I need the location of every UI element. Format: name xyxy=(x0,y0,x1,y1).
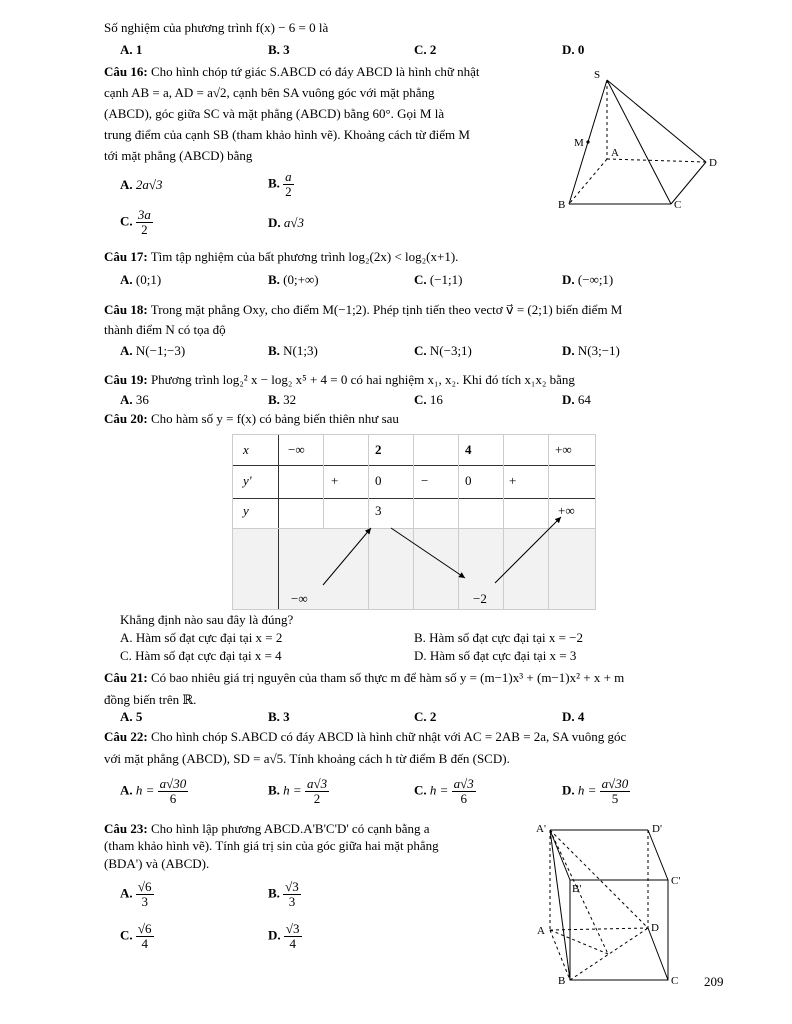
q22-option-d: D. h = $\frac{a√30}{5}$ xyxy=(562,776,629,806)
q23-label-a: A xyxy=(537,925,545,937)
q21-option-d: D. 4 xyxy=(562,709,585,724)
q23-line-1: Câu 23: Cho hình lập phương ABCD.A'B'C'D' có cạnh bằng a xyxy=(104,821,430,836)
q22-option-c: C. h = $\frac{a√3}{6}$ xyxy=(414,776,474,806)
var-table-y-m2: −2 xyxy=(473,591,487,606)
q16-option-b: B. $\frac{a}{2}$ xyxy=(268,169,292,199)
q23-label-c: C xyxy=(671,975,679,987)
var-table-yp-label: y' xyxy=(243,473,252,488)
q23-label-c-prime: C' xyxy=(671,875,681,887)
q19-option-d: D. 64 xyxy=(562,392,591,407)
q20-option-c: C. Hàm số đạt cực đại tại x = 4 xyxy=(120,648,282,663)
q16-label-a: A xyxy=(611,147,619,159)
q20-option-d: D. Hàm số đạt cực đại tại x = 3 xyxy=(414,648,577,663)
q23-label-b-prime: B' xyxy=(572,883,582,895)
q16-label-c: C xyxy=(674,199,682,211)
var-table-x-pinf: +∞ xyxy=(555,442,572,457)
q19-option-b: B. 32 xyxy=(268,392,297,407)
var-table-yp-zero2: 0 xyxy=(465,473,472,488)
var-table-arrows xyxy=(233,435,595,609)
var-table-yp-plus2: + xyxy=(509,473,517,488)
q20-question: Khẳng định nào sau đây là đúng? xyxy=(120,612,294,627)
var-table-x-label: x xyxy=(243,442,249,457)
var-table-yp-minus: − xyxy=(421,473,429,488)
q23-option-b: B. $\frac{√3}{3}$ xyxy=(268,879,299,909)
q23-label-d-prime: D' xyxy=(652,823,662,835)
q19-stem: Câu 19: Phương trình log₂² x − log₂ x⁵ + 4 = 0 có hai nghiệm x₁, x₂. Khi đó tích x₁x₂ bằng xyxy=(104,372,575,387)
q22-line-2: với mặt phẳng (ABCD), SD = a√5. Tính khoảng cách h từ điểm B đến (SCD). xyxy=(104,751,510,766)
q21-option-a: A. 5 xyxy=(120,709,143,724)
q15-option-b: B. 3 xyxy=(268,42,290,57)
q23-line-3: (BDA') và (ABCD). xyxy=(104,856,210,871)
q22-option-a: A. h = $\frac{a√30}{6}$ xyxy=(120,776,187,806)
var-table-x-minf: −∞ xyxy=(288,442,305,457)
q18-line-1: Câu 18: Trong mặt phẳng Oxy, cho điểm M(−1;2). Phép tịnh tiến theo vectơ v⃗ = (2;1) biến điểm M xyxy=(104,302,623,317)
q15-option-a: A. 1 xyxy=(120,42,143,57)
q18-line-2: thành điểm N có tọa độ xyxy=(104,322,226,337)
q19-option-a: A. 36 xyxy=(120,392,149,407)
q16-pyramid-figure xyxy=(556,64,726,212)
q23-label-d: D xyxy=(651,922,659,934)
q23-option-c: C. $\frac{√6}{4}$ xyxy=(120,921,152,951)
q16-option-d: D. a√3 xyxy=(268,215,305,230)
q16-line-2: cạnh AB = a, AD = a√2, cạnh bên SA vuông góc với mặt phẳng xyxy=(104,85,435,100)
q17-stem: Câu 17: Tìm tập nghiệm của bất phương trình log₂(2x) < log₂(x+1). xyxy=(104,249,459,264)
q16-label-s: S xyxy=(594,69,601,81)
var-table-yp-zero1: 0 xyxy=(375,473,382,488)
q16-option-c: C. $\frac{3a}{2}$ xyxy=(120,207,151,237)
q15-stem: Số nghiệm của phương trình f(x) − 6 = 0 là xyxy=(104,20,329,35)
q16-label-d: D xyxy=(709,157,717,169)
q21-option-b: B. 3 xyxy=(268,709,290,724)
q21-option-c: C. 2 xyxy=(414,709,437,724)
q16-line-1: Câu 16: Cho hình chóp tứ giác S.ABCD có đáy ABCD là hình chữ nhật xyxy=(104,64,480,79)
var-table-y-label: y xyxy=(243,503,249,518)
q23-line-2: (tham khảo hình vẽ). Tính giá trị sin của góc giữa hai mặt phẳng xyxy=(104,838,439,853)
q20-option-a: A. Hàm số đạt cực đại tại x = 2 xyxy=(120,630,283,645)
q20-option-b: B. Hàm số đạt cực đại tại x = −2 xyxy=(414,630,584,645)
q16-label-m: M xyxy=(574,137,584,149)
q15-option-c: C. 2 xyxy=(414,42,437,57)
q21-line-1: Câu 21: Có bao nhiêu giá trị nguyên của tham số thực m để hàm số y = (m−1)x³ + (m−1)x² + x + m xyxy=(104,670,625,685)
q16-label-b: B xyxy=(558,199,566,211)
q17-option-a: A. (0;1) xyxy=(120,272,162,287)
q17-option-c: C. (−1;1) xyxy=(414,272,463,287)
q18-option-a: A. N(−1;−3) xyxy=(120,343,186,358)
q16-line-4: trung điểm của cạnh SB (tham khảo hình vẽ). Khoảng cách từ điểm M xyxy=(104,127,470,142)
q18-option-d: D. N(3;−1) xyxy=(562,343,620,358)
page-number: 209 xyxy=(704,974,724,989)
q23-label-a-prime: A' xyxy=(536,823,546,835)
q17-option-d: D. (−∞;1) xyxy=(562,272,614,287)
q16-option-a: A. 2a√3 xyxy=(120,177,163,192)
q15-option-d: D. 0 xyxy=(562,42,585,57)
var-table-x-2: 2 xyxy=(375,442,382,457)
var-table-x-4: 4 xyxy=(465,442,472,457)
q16-line-3: (ABCD), góc giữa SC và mặt phẳng (ABCD) bằng 60°. Gọi M là xyxy=(104,106,445,121)
q18-option-c: C. N(−3;1) xyxy=(414,343,472,358)
variation-table xyxy=(232,434,596,610)
q22-line-1: Câu 22: Cho hình chóp S.ABCD có đáy ABCD là hình chữ nhật với AC = 2AB = 2a, SA vuông góc xyxy=(104,729,627,744)
q20-stem: Câu 20: Cho hàm số y = f(x) có bảng biến thiên như sau xyxy=(104,411,399,426)
var-table-yp-plus1: + xyxy=(331,473,339,488)
q18-option-b: B. N(1;3) xyxy=(268,343,318,358)
q23-option-d: D. $\frac{√3}{4}$ xyxy=(268,921,300,951)
q17-option-b: B. (0;+∞) xyxy=(268,272,319,287)
var-table-y-minf: −∞ xyxy=(291,591,308,606)
var-table-y-3: 3 xyxy=(375,503,382,518)
q23-option-a: A. $\frac{√6}{3}$ xyxy=(120,879,152,909)
var-table-y-pinf: +∞ xyxy=(558,503,575,518)
q23-label-b: B xyxy=(558,975,566,987)
q21-line-2: đồng biến trên ℝ. xyxy=(104,692,197,707)
q22-option-b: B. h = $\frac{a√3}{2}$ xyxy=(268,776,328,806)
q23-cube-figure xyxy=(530,818,700,990)
q19-option-c: C. 16 xyxy=(414,392,443,407)
q16-line-5: tới mặt phẳng (ABCD) bằng xyxy=(104,148,253,163)
